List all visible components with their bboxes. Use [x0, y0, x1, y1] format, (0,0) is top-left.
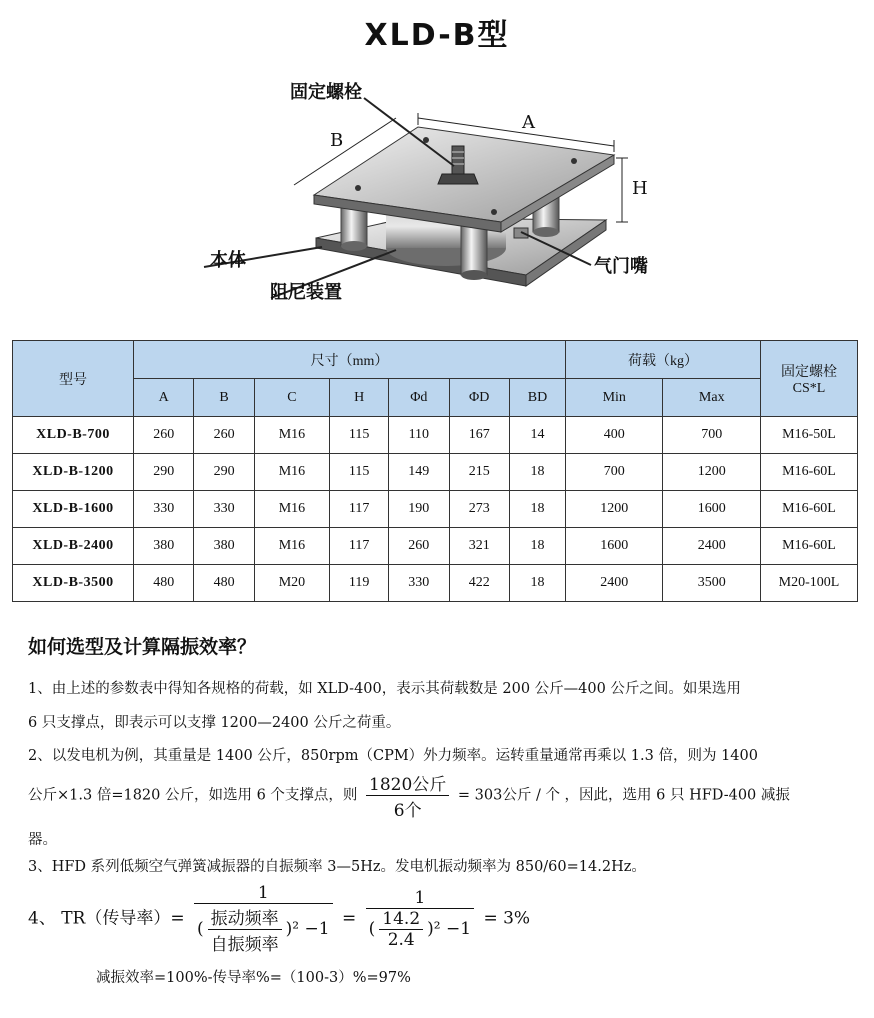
section-title: 如何选型及计算隔振效率？: [28, 636, 257, 658]
isolation-efficiency: 减振效率=100%-传导率%=（100-3）%=97%: [96, 970, 411, 986]
header-bolt: [761, 341, 858, 417]
formula-fraction-1: [194, 883, 333, 955]
formula-label: 4、 TR（传导率）=: [28, 908, 185, 929]
formula-tr: [28, 883, 530, 955]
formula-result: = 3%: [483, 908, 531, 929]
cell: M16-60L: [761, 491, 858, 528]
header-col-b: B: [194, 379, 254, 417]
frequency-ratio-words: [208, 904, 282, 955]
cell: 260: [194, 417, 254, 454]
cell: 1600: [566, 528, 663, 565]
cell: 1600: [663, 491, 761, 528]
cell: 321: [449, 528, 509, 565]
ratio-words-denominator: 自振频率: [210, 935, 279, 955]
cell: 215: [449, 454, 509, 491]
cell: M16: [254, 528, 329, 565]
header-bolt-label: 固定螺栓: [781, 364, 837, 380]
cell: 18: [509, 491, 565, 528]
cell: 167: [449, 417, 509, 454]
table-row: [13, 491, 858, 528]
formula-equals: =: [341, 908, 357, 929]
cell: 330: [389, 565, 449, 602]
weight-fraction-numerator: 1820公斤: [366, 770, 449, 796]
header-col-inner-d: Φd: [389, 379, 449, 417]
cell: 18: [509, 565, 565, 602]
cell: 14: [509, 417, 565, 454]
header-col-bd: BD: [509, 379, 565, 417]
cell: 260: [134, 417, 194, 454]
cell: 700: [663, 417, 761, 454]
paragraph-2-line-1: 2、以发电机为例，其重量是 1400 公斤，850rpm（CPM）外力频率。运转重量通常再乘以 1.3 倍，则为 1400: [28, 748, 758, 764]
cell: M16: [254, 417, 329, 454]
cell: 290: [194, 454, 254, 491]
paragraph-3: 3、HFD 系列低频空气弹簧减振器的自振频率 3—5Hz。发电机振动频率为 850/60=14.2Hz。: [28, 859, 646, 875]
header-col-max: Max: [663, 379, 761, 417]
header-load-group: 荷载（kg）: [566, 341, 761, 379]
weight-fraction: [366, 770, 449, 821]
header-col-c: C: [254, 379, 329, 417]
table-row: [13, 565, 858, 602]
formula-one: 1: [194, 883, 333, 904]
cell: 480: [194, 565, 254, 602]
cell: 330: [134, 491, 194, 528]
header-bolt-sub: CS*L: [792, 380, 826, 396]
cell: 2400: [663, 528, 761, 565]
dimension-b-label: B: [330, 130, 344, 151]
ratio-words-numerator: 振动频率: [208, 904, 282, 930]
paragraph-1-line-2: 6 只支撑点，即表示可以支撑 1200—2400 公斤之荷重。: [28, 715, 401, 731]
cell: M16-50L: [761, 417, 858, 454]
cell: 115: [330, 417, 389, 454]
ratio-numbers-numerator: 14.2: [379, 909, 423, 930]
weight-fraction-denominator: 6个: [393, 801, 422, 821]
paragraph-1-line-1: 1、由上述的参数表中得知各规格的荷载，如 XLD-400，表示其荷载数是 200 公斤—400 公斤之间。如果选用: [28, 681, 741, 697]
ratio-numbers-denominator: 2.4: [387, 930, 415, 950]
formula-denominator-2: ( $\frac{14.2}{2.4}$ )² −1: [368, 909, 472, 950]
table-row: [13, 528, 858, 565]
dimension-h-label: H: [632, 178, 648, 199]
cell: 1200: [566, 491, 663, 528]
cell: 290: [134, 454, 194, 491]
paragraph-2-line-2: [28, 770, 790, 821]
formula-one-2: 1: [366, 888, 474, 909]
cell: M20-100L: [761, 565, 858, 602]
cell-model: XLD-B-1200: [13, 454, 134, 491]
cell-model: XLD-B-1600: [13, 491, 134, 528]
formula-fraction-2: [366, 888, 474, 950]
cell: M16: [254, 454, 329, 491]
header-col-h: H: [330, 379, 389, 417]
formula-tail-1: )² −1: [285, 919, 330, 939]
formula-denominator-1: ( $\frac{\text{振动频率}}{\text{自振频率}}$ )² −1: [194, 904, 333, 955]
spec-table: [12, 340, 858, 602]
formula-tail-2: )² −1: [427, 919, 472, 939]
cell: 115: [330, 454, 389, 491]
cell: 422: [449, 565, 509, 602]
dimension-a-label: A: [522, 112, 535, 133]
header-size-group: 尺寸（mm）: [134, 341, 566, 379]
cell: 2400: [566, 565, 663, 602]
cell: 110: [389, 417, 449, 454]
cell: 380: [194, 528, 254, 565]
paragraph-2-text-b: = 303公斤 / 个 ，因此，选用 6 只 HFD-400 减振: [457, 787, 790, 804]
cell: 700: [566, 454, 663, 491]
cell-model: XLD-B-3500: [13, 565, 134, 602]
cell: 330: [194, 491, 254, 528]
frequency-ratio-numbers: [379, 909, 423, 950]
cell: 480: [134, 565, 194, 602]
header-model: 型号: [13, 341, 134, 417]
cell: 260: [389, 528, 449, 565]
paragraph-2-line-3: 器。: [28, 832, 57, 848]
cell: 18: [509, 454, 565, 491]
cell: 18: [509, 528, 565, 565]
header-col-min: Min: [566, 379, 663, 417]
cell: 3500: [663, 565, 761, 602]
cell: 1200: [663, 454, 761, 491]
table-row: [13, 417, 858, 454]
valve-label: 气门嘴: [594, 256, 648, 277]
body-label: 本体: [210, 250, 246, 271]
cell: 149: [389, 454, 449, 491]
cell: 400: [566, 417, 663, 454]
bolt-label: 固定螺栓: [290, 82, 362, 103]
cell: M16-60L: [761, 528, 858, 565]
cell: 380: [134, 528, 194, 565]
cell: M16: [254, 491, 329, 528]
paragraph-2-text-a: 公斤×1.3 倍=1820 公斤，如选用 6 个支撑点，则: [28, 787, 358, 804]
table-row: [13, 454, 858, 491]
cell-model: XLD-B-700: [13, 417, 134, 454]
page-title: XLD-B型: [364, 18, 510, 53]
header-col-outer-d: ΦD: [449, 379, 509, 417]
damper-label: 阻尼装置: [270, 282, 342, 303]
cell: 117: [330, 491, 389, 528]
cell: 119: [330, 565, 389, 602]
cell-model: XLD-B-2400: [13, 528, 134, 565]
cell: M16-60L: [761, 454, 858, 491]
header-col-a: A: [134, 379, 194, 417]
product-illustration: [196, 70, 686, 310]
cell: 273: [449, 491, 509, 528]
cell: 190: [389, 491, 449, 528]
cell: 117: [330, 528, 389, 565]
cell: M20: [254, 565, 329, 602]
